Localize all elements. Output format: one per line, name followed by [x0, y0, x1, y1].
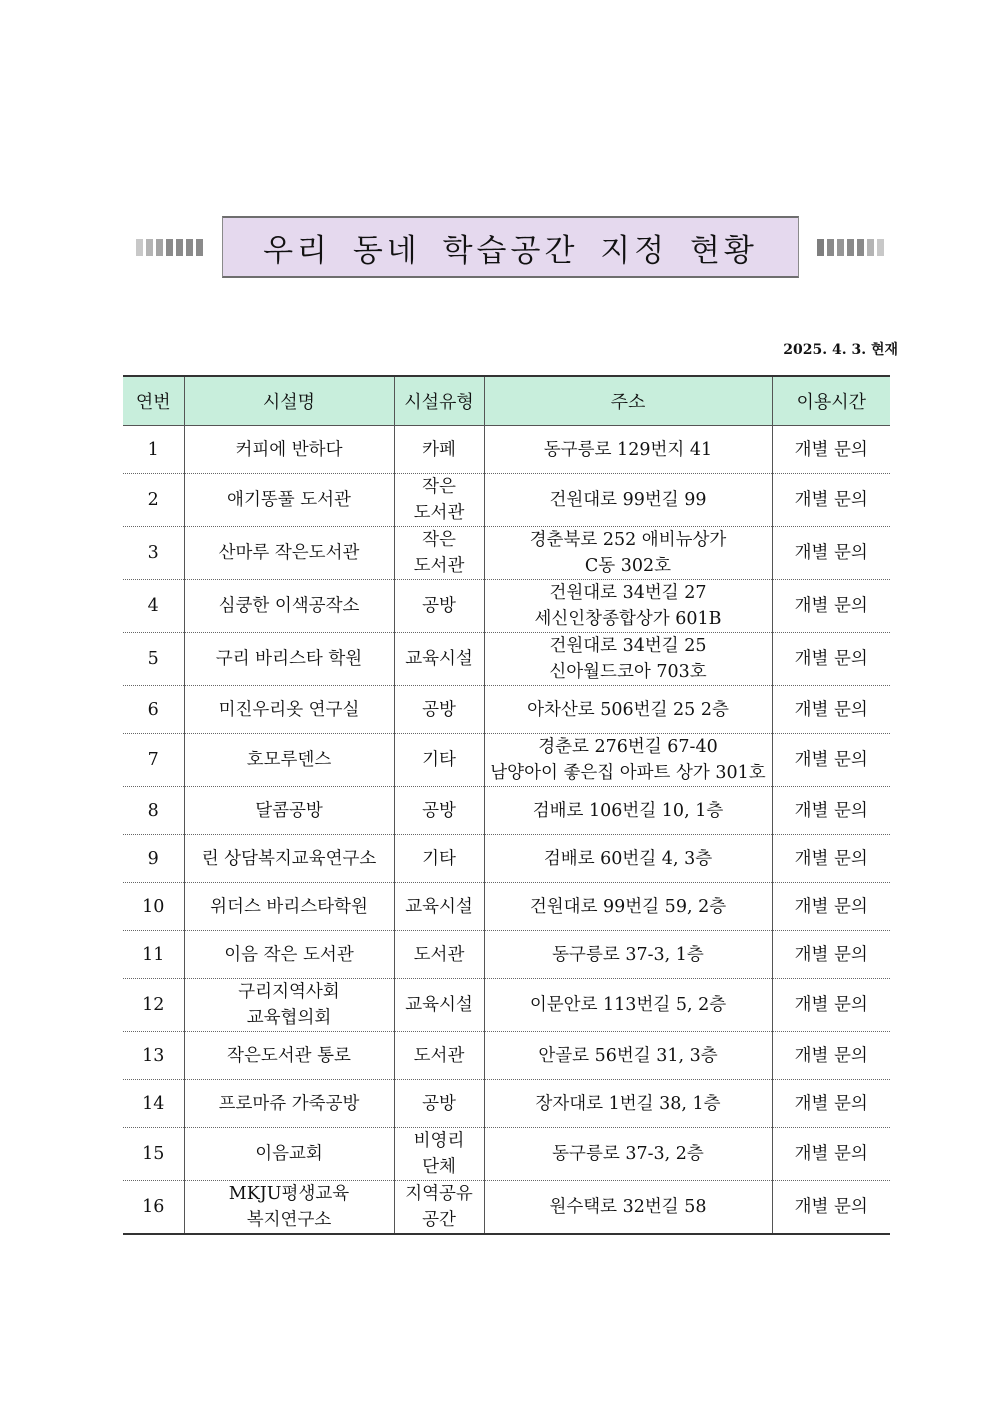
- cell-address: [484, 1080, 772, 1128]
- cell-address-line: 동구릉로 37-3, 2층: [552, 1144, 704, 1164]
- cell-name-line: 작은도서관 통로: [227, 1045, 351, 1066]
- cell-address: [484, 931, 772, 979]
- table-row: [123, 883, 890, 931]
- cell-hours: 개별 문의: [772, 580, 890, 633]
- cell-hours: 개별 문의: [772, 835, 890, 883]
- cell-name-line: 복지연구소: [246, 1210, 332, 1230]
- table-row: [123, 580, 890, 633]
- cell-hours: 개별 문의: [772, 633, 890, 686]
- cell-type: [394, 734, 484, 787]
- cell-address-line: 세신인창종합상가 601B: [534, 609, 722, 629]
- cell-address: [484, 835, 772, 883]
- cell-name-line: 이음교회: [255, 1144, 323, 1164]
- cell-hours: 개별 문의: [772, 686, 890, 734]
- cell-type: [394, 580, 484, 633]
- cell-type: [394, 835, 484, 883]
- cell-name: [184, 979, 394, 1032]
- cell-type-line: 공간: [422, 1210, 456, 1230]
- cell-type: [394, 979, 484, 1032]
- cell-type-line: 도서관: [413, 556, 465, 576]
- cell-name: [184, 527, 394, 580]
- cell-type: [394, 426, 484, 474]
- cell-type: [394, 931, 484, 979]
- cell-address: [484, 1181, 772, 1235]
- cell-no: 16: [123, 1181, 184, 1235]
- cell-type: [394, 633, 484, 686]
- cell-address: [484, 787, 772, 835]
- table-row: [123, 527, 890, 580]
- table-row: [123, 1181, 890, 1235]
- cell-address: [484, 1032, 772, 1080]
- cell-no: 8: [123, 787, 184, 835]
- cell-no: 2: [123, 474, 184, 527]
- cell-hours: 개별 문의: [772, 1080, 890, 1128]
- cell-address: [484, 686, 772, 734]
- cell-type-line: 기타: [422, 848, 456, 869]
- cell-name: [184, 734, 394, 787]
- header-hours: 이용시간: [772, 376, 890, 426]
- cell-no: 14: [123, 1080, 184, 1128]
- table-row: [123, 1080, 890, 1128]
- cell-address-line: 경춘로 276번길 67-40: [538, 737, 718, 757]
- title-decoration-right: [817, 239, 884, 256]
- cell-no: 3: [123, 527, 184, 580]
- cell-no: 13: [123, 1032, 184, 1080]
- cell-address: [484, 426, 772, 474]
- table-row: [123, 787, 890, 835]
- cell-hours: 개별 문의: [772, 883, 890, 931]
- cell-hours: 개별 문의: [772, 734, 890, 787]
- cell-name-line: 구리 바리스타 학원: [215, 649, 363, 669]
- header-address: 주소: [484, 376, 772, 426]
- cell-no: 6: [123, 686, 184, 734]
- table-row: [123, 931, 890, 979]
- table-row: [123, 686, 890, 734]
- table-row: [123, 1032, 890, 1080]
- cell-name: [184, 580, 394, 633]
- cell-name: [184, 1080, 394, 1128]
- facility-table: [123, 375, 890, 1235]
- cell-type: [394, 1181, 484, 1235]
- cell-name: [184, 1128, 394, 1181]
- cell-name: [184, 883, 394, 931]
- cell-address-line: 경춘북로 252 애비뉴상가: [529, 530, 727, 550]
- cell-hours: 개별 문의: [772, 474, 890, 527]
- cell-name-line: 산마루 작은도서관: [218, 543, 360, 563]
- cell-address: [484, 580, 772, 633]
- cell-name-line: 호모루덴스: [246, 750, 332, 770]
- cell-name-line: MKJU평생교육: [228, 1184, 350, 1204]
- cell-no: 9: [123, 835, 184, 883]
- cell-type: [394, 686, 484, 734]
- header-type: 시설유형: [394, 376, 484, 426]
- cell-type-line: 공방: [422, 596, 456, 616]
- cell-no: 4: [123, 580, 184, 633]
- header-no: 연번: [123, 376, 184, 426]
- cell-no: 10: [123, 883, 184, 931]
- cell-name-line: 프로마쥬 가죽공방: [218, 1093, 360, 1114]
- cell-name: [184, 1181, 394, 1235]
- cell-name-line: 위더스 바리스타학원: [210, 896, 368, 917]
- cell-name: [184, 633, 394, 686]
- table-row: [123, 979, 890, 1032]
- table-row: [123, 426, 890, 474]
- cell-address: [484, 1128, 772, 1181]
- cell-type: [394, 474, 484, 527]
- cell-type: [394, 787, 484, 835]
- cell-name: [184, 931, 394, 979]
- cell-name-line: 애기똥풀 도서관: [227, 490, 351, 510]
- cell-type: [394, 883, 484, 931]
- cell-name-line: 달콤공방: [255, 800, 323, 821]
- cell-address: [484, 474, 772, 527]
- cell-no: 1: [123, 426, 184, 474]
- cell-type: [394, 1032, 484, 1080]
- cell-no: 5: [123, 633, 184, 686]
- table-row: [123, 734, 890, 787]
- cell-name-line: 심쿵한 이색공작소: [218, 596, 360, 616]
- cell-type-line: 작은: [422, 477, 456, 497]
- cell-address-line: 검배로 60번길 4, 3층: [543, 848, 713, 869]
- cell-name: [184, 787, 394, 835]
- cell-name-line: 미진우리옷 연구실: [218, 699, 360, 720]
- cell-address: [484, 734, 772, 787]
- cell-address-line: 신아월드코아 703호: [549, 662, 707, 682]
- cell-hours: 개별 문의: [772, 979, 890, 1032]
- cell-name-line: 구리지역사회: [238, 982, 340, 1002]
- cell-address-line: 안골로 56번길 31, 3층: [538, 1045, 718, 1066]
- cell-type-line: 카페: [422, 439, 456, 460]
- cell-address-line: C동 302호: [584, 556, 672, 576]
- cell-name: [184, 835, 394, 883]
- cell-type-line: 공방: [422, 800, 456, 821]
- cell-hours: 개별 문의: [772, 787, 890, 835]
- cell-address-line: 검배로 106번길 10, 1층: [532, 800, 724, 821]
- cell-address-line: 건원대로 34번길 27: [549, 583, 707, 603]
- table-body: [123, 426, 890, 1235]
- cell-address-line: 건원대로 34번길 25: [549, 636, 707, 656]
- table-row: [123, 835, 890, 883]
- cell-name-line: 커피에 반하다: [235, 439, 343, 460]
- cell-type-line: 교육시설: [405, 649, 473, 669]
- cell-address-line: 아차산로 506번길 25 2층: [527, 699, 729, 720]
- table-row: [123, 474, 890, 527]
- cell-type: [394, 1128, 484, 1181]
- cell-type-line: 도서관: [413, 944, 465, 965]
- cell-hours: 개별 문의: [772, 1181, 890, 1235]
- cell-hours: 개별 문의: [772, 426, 890, 474]
- cell-no: 15: [123, 1128, 184, 1181]
- cell-address: [484, 883, 772, 931]
- cell-no: 11: [123, 931, 184, 979]
- cell-address-line: 남양아이 좋은집 아파트 상가 301호: [490, 763, 766, 783]
- title-decoration-left: [136, 239, 203, 256]
- cell-name: [184, 686, 394, 734]
- cell-hours: 개별 문의: [772, 1032, 890, 1080]
- cell-hours: 개별 문의: [772, 527, 890, 580]
- cell-address-line: 이문안로 113번길 5, 2층: [529, 995, 727, 1015]
- cell-type-line: 비영리: [413, 1131, 465, 1151]
- cell-hours: 개별 문의: [772, 1128, 890, 1181]
- cell-type-line: 단체: [422, 1157, 456, 1177]
- table-header-row: [123, 376, 890, 426]
- cell-address: [484, 979, 772, 1032]
- cell-address-line: 건원대로 99번길 59, 2층: [529, 896, 727, 917]
- title-banner: [136, 216, 884, 278]
- table-row: [123, 633, 890, 686]
- cell-type-line: 도서관: [413, 503, 465, 523]
- cell-type-line: 교육시설: [405, 995, 473, 1015]
- cell-type: [394, 1080, 484, 1128]
- cell-name-line: 린 상담복지교육연구소: [201, 848, 377, 869]
- cell-address-line: 원수택로 32번길 58: [549, 1197, 707, 1217]
- cell-hours: 개별 문의: [772, 931, 890, 979]
- cell-address-line: 건원대로 99번길 99: [549, 490, 707, 510]
- cell-name-line: 교육협의회: [246, 1008, 332, 1028]
- as-of-date: 2025. 4. 3. 현재: [783, 342, 898, 358]
- cell-address: [484, 527, 772, 580]
- cell-type-line: 공방: [422, 699, 456, 720]
- cell-no: 7: [123, 734, 184, 787]
- page-title: 우리 동네 학습공간 지정 현황: [263, 232, 758, 269]
- cell-type: [394, 527, 484, 580]
- cell-type-line: 교육시설: [405, 896, 473, 917]
- cell-type-line: 작은: [422, 530, 456, 550]
- cell-name: [184, 474, 394, 527]
- title-box: [222, 216, 799, 278]
- cell-type-line: 공방: [422, 1093, 456, 1114]
- cell-type-line: 지역공유: [405, 1184, 473, 1204]
- header-name: 시설명: [184, 376, 394, 426]
- cell-address-line: 장자대로 1번길 38, 1층: [535, 1093, 721, 1114]
- cell-address-line: 동구릉로 129번지 41: [543, 439, 713, 460]
- cell-type-line: 도서관: [413, 1045, 465, 1066]
- cell-address-line: 동구릉로 37-3, 1층: [552, 944, 704, 965]
- table-row: [123, 1128, 890, 1181]
- cell-address: [484, 633, 772, 686]
- cell-name-line: 이음 작은 도서관: [224, 944, 354, 965]
- cell-name: [184, 426, 394, 474]
- cell-no: 12: [123, 979, 184, 1032]
- cell-name: [184, 1032, 394, 1080]
- cell-type-line: 기타: [422, 750, 456, 770]
